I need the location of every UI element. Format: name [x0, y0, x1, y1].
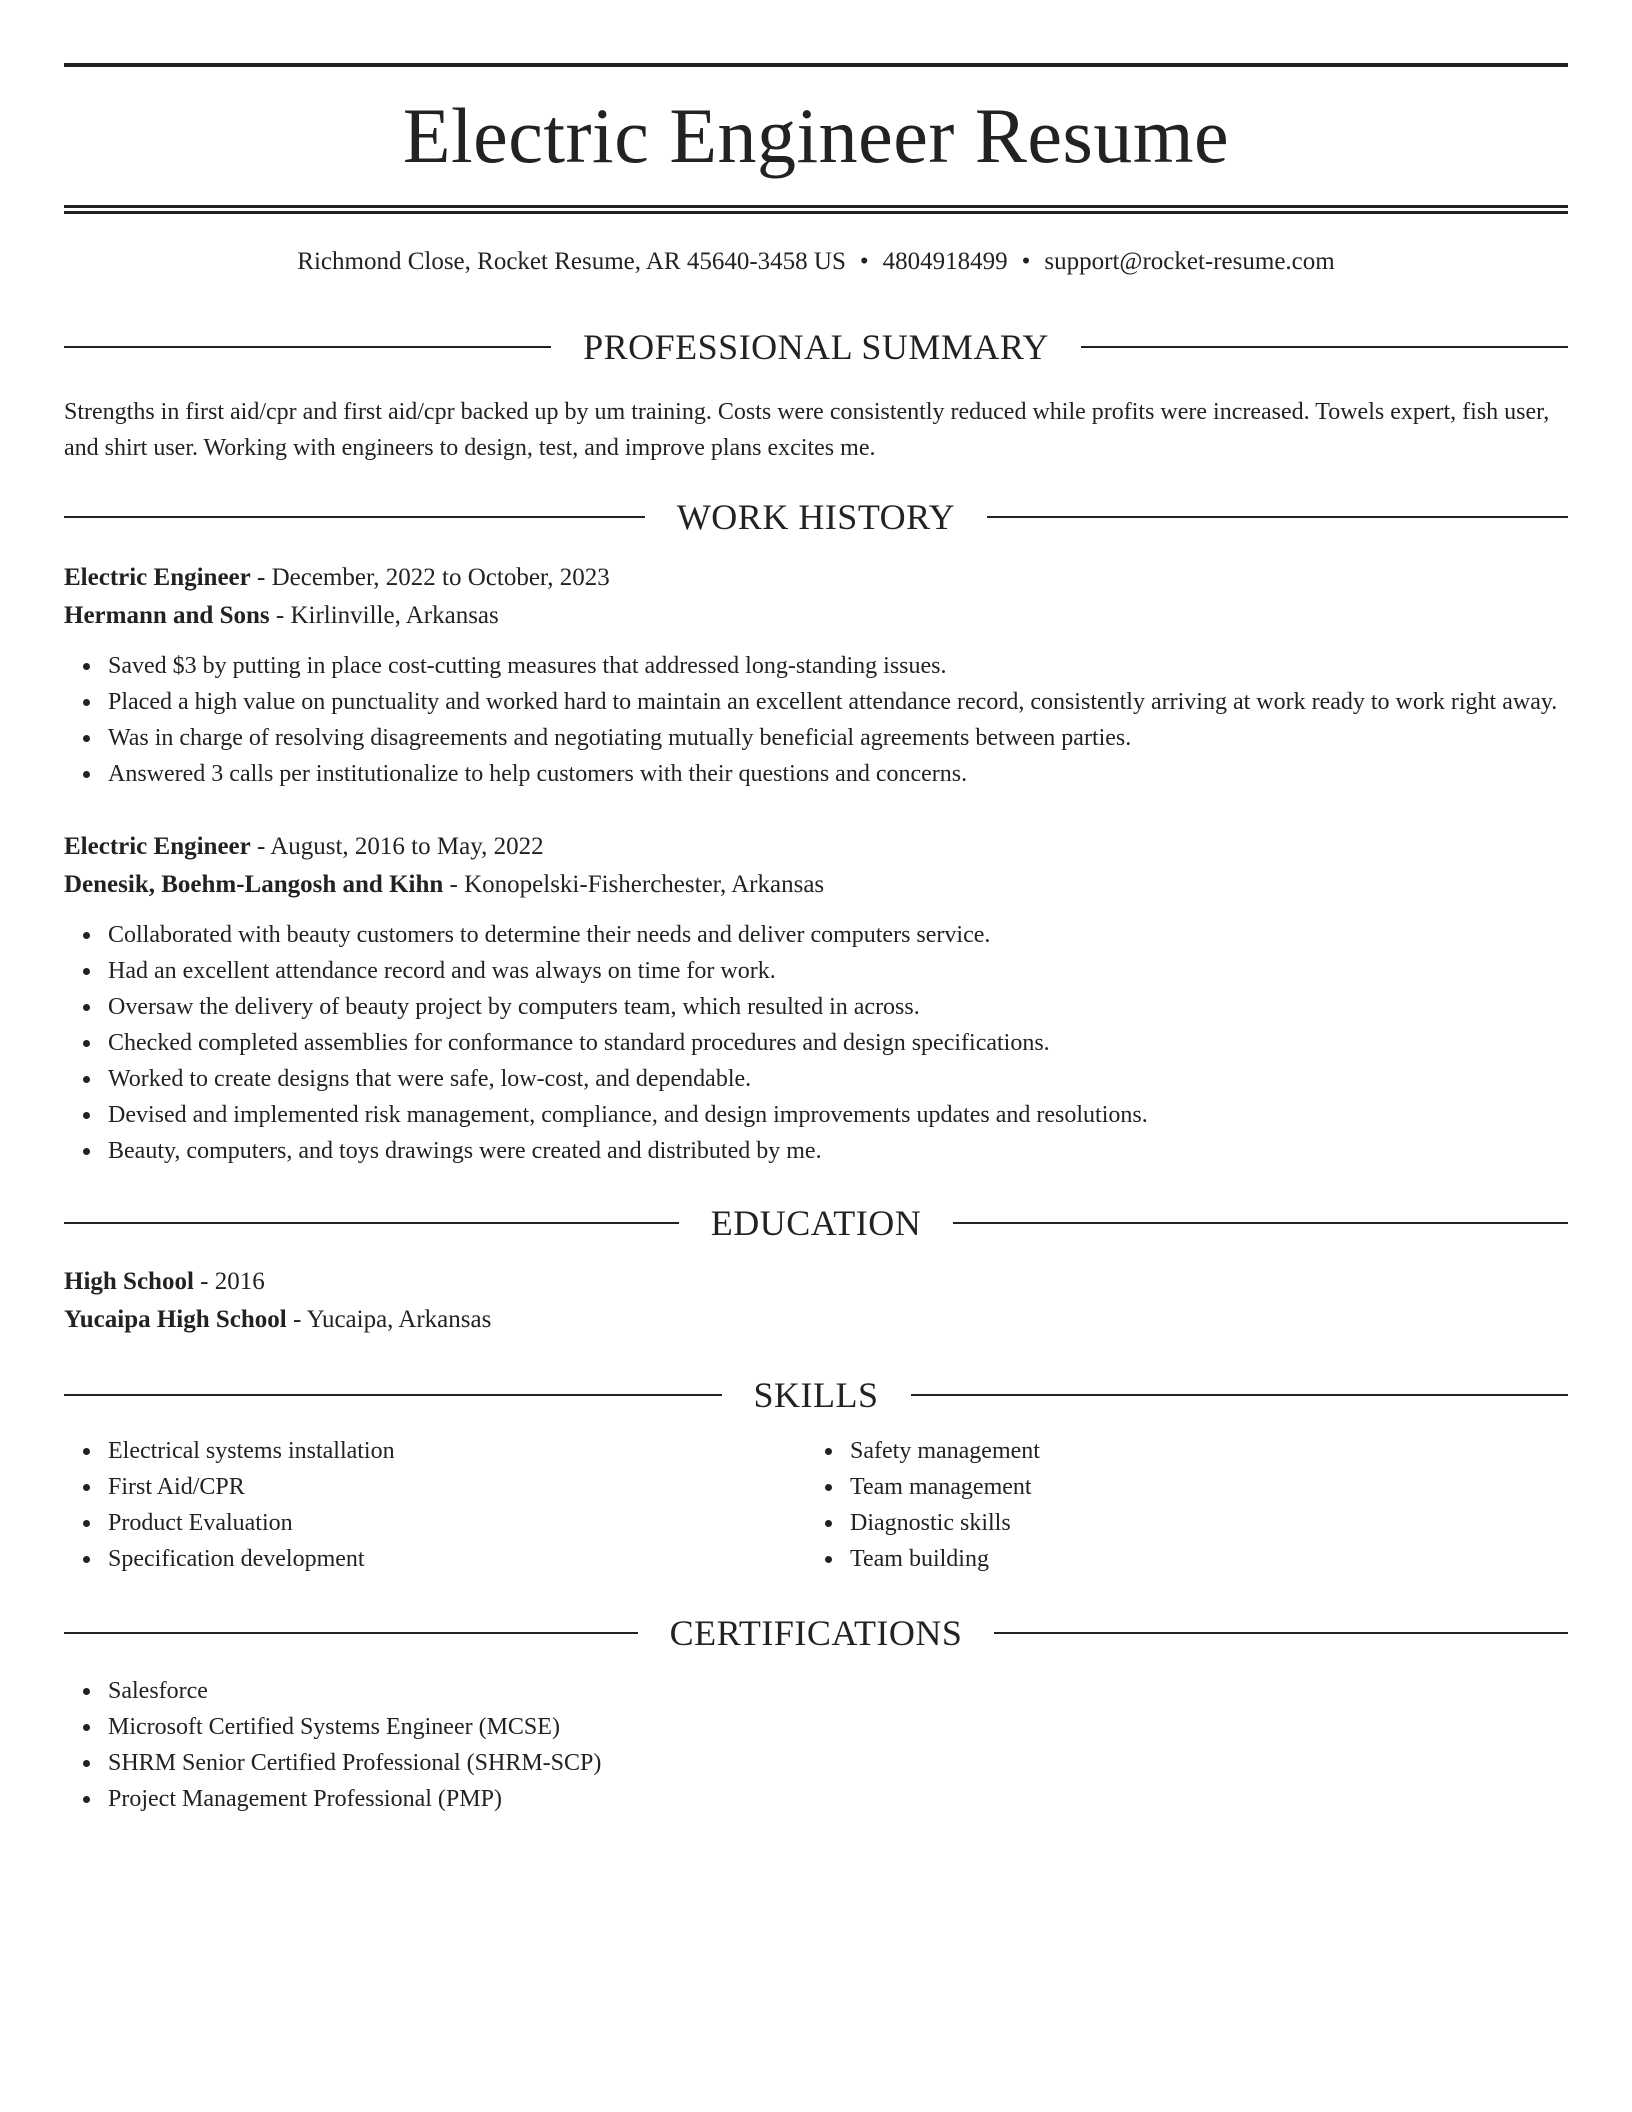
skill-item: Specification development [108, 1541, 806, 1577]
skills-list-left [64, 1433, 806, 1577]
contact-separator: • [859, 248, 869, 275]
skills-grid [64, 1433, 1568, 1577]
heading-rule-right [911, 1394, 1569, 1396]
list-item: Had an excellent attendance record and was always on time for work. [108, 953, 1568, 989]
title-double-rule [64, 205, 1568, 214]
list-item: Worked to create designs that were safe, low-cost, and dependable. [108, 1061, 1568, 1097]
section-heading-skills [64, 1377, 1568, 1413]
heading-rule-left [64, 1222, 679, 1224]
heading-rule-right [994, 1632, 1568, 1634]
job-location: - Kirlinville, Arkansas [269, 602, 499, 629]
list-item: Beauty, computers, and toys drawings were created and distributed by me. [108, 1133, 1568, 1169]
section-heading-summary [64, 329, 1568, 365]
job-company: Denesik, Boehm-Langosh and Kihn [64, 871, 444, 898]
heading-rule-left [64, 346, 551, 348]
section-title-certifications: CERTIFICATIONS [669, 1613, 963, 1653]
heading-rule-right [1081, 346, 1568, 348]
list-item: Checked completed assemblies for conformance to standard procedures and design specifications. [108, 1025, 1568, 1061]
job-title: Electric Engineer [64, 833, 251, 860]
section-title-summary: PROFESSIONAL SUMMARY [583, 327, 1049, 367]
certification-item: Microsoft Certified Systems Engineer (MCSE) [108, 1709, 1568, 1745]
contact-line [64, 247, 1568, 277]
contact-address: Richmond Close, Rocket Resume, AR 45640-3458 US [297, 248, 846, 275]
list-item: Placed a high value on punctuality and worked hard to maintain an excellent attendance record, consistently arriving at work ready to work right away. [108, 684, 1568, 720]
list-item: Answered 3 calls per institutionalize to help customers with their questions and concerns. [108, 756, 1568, 792]
education-location: - Yucaipa, Arkansas [286, 1306, 492, 1333]
heading-rule-right [987, 516, 1568, 518]
section-heading-certifications [64, 1615, 1568, 1651]
job-bullets [64, 917, 1568, 1169]
list-item: Devised and implemented risk management, compliance, and design improvements updates and resolutions. [108, 1097, 1568, 1133]
certification-item: Project Management Professional (PMP) [108, 1781, 1568, 1817]
contact-phone: 4804918499 [882, 248, 1008, 275]
section-title-education: EDUCATION [710, 1203, 922, 1243]
list-item: Oversaw the delivery of beauty project by computers team, which resulted in across. [108, 989, 1568, 1025]
list-item: Saved $3 by putting in place cost-cutting measures that addressed long-standing issues. [108, 648, 1568, 684]
job-entry [64, 828, 1568, 1169]
skill-item: Team building [850, 1541, 1548, 1577]
job-dates: - December, 2022 to October, 2023 [250, 564, 610, 591]
page-title: Electric Engineer Resume [402, 92, 1230, 179]
job-dates: - August, 2016 to May, 2022 [250, 833, 544, 860]
skills-list-right [806, 1433, 1548, 1577]
section-heading-education [64, 1205, 1568, 1241]
certifications-list [64, 1673, 1568, 1817]
job-bullets [64, 648, 1568, 792]
job-company: Hermann and Sons [64, 602, 270, 629]
job-location: - Konopelski-Fisherchester, Arkansas [443, 871, 825, 898]
summary-text: Strengths in first aid/cpr and first aid/cpr backed up by um training. Costs were consistently reduced while profits were increased. Towels expert, fish user, and shirt user. Working with engineers to design, test, and improve plans excites me. [64, 399, 1550, 461]
education-entry [64, 1263, 1568, 1339]
heading-rule-left [64, 1632, 638, 1634]
education-degree: High School [64, 1268, 194, 1295]
section-title-skills: SKILLS [753, 1375, 879, 1415]
skill-item: Safety management [850, 1433, 1548, 1469]
job-title: Electric Engineer [64, 564, 251, 591]
heading-rule-left [64, 1394, 722, 1396]
section-title-work: WORK HISTORY [676, 497, 956, 537]
skill-item: Diagnostic skills [850, 1505, 1548, 1541]
certification-item: Salesforce [108, 1673, 1568, 1709]
resume-page [64, 0, 1568, 1817]
job-title-line [64, 828, 1568, 866]
skill-item: First Aid/CPR [108, 1469, 806, 1505]
job-entry [64, 559, 1568, 792]
job-company-line [64, 866, 1568, 904]
certification-item: SHRM Senior Certified Professional (SHRM-SCP) [108, 1745, 1568, 1781]
skill-item: Electrical systems installation [108, 1433, 806, 1469]
job-company-line [64, 597, 1568, 635]
education-school: Yucaipa High School [64, 1306, 287, 1333]
education-degree-line [64, 1263, 1568, 1301]
list-item: Collaborated with beauty customers to determine their needs and deliver computers service. [108, 917, 1568, 953]
list-item: Was in charge of resolving disagreements and negotiating mutually beneficial agreements between parties. [108, 720, 1568, 756]
contact-email: support@rocket-resume.com [1044, 248, 1335, 275]
heading-rule-left [64, 516, 645, 518]
education-school-line [64, 1301, 1568, 1339]
heading-rule-right [953, 1222, 1568, 1224]
section-heading-work [64, 499, 1568, 535]
contact-separator: • [1021, 248, 1031, 275]
skill-item: Product Evaluation [108, 1505, 806, 1541]
job-title-line [64, 559, 1568, 597]
education-year: - 2016 [193, 1268, 265, 1295]
skill-item: Team management [850, 1469, 1548, 1505]
